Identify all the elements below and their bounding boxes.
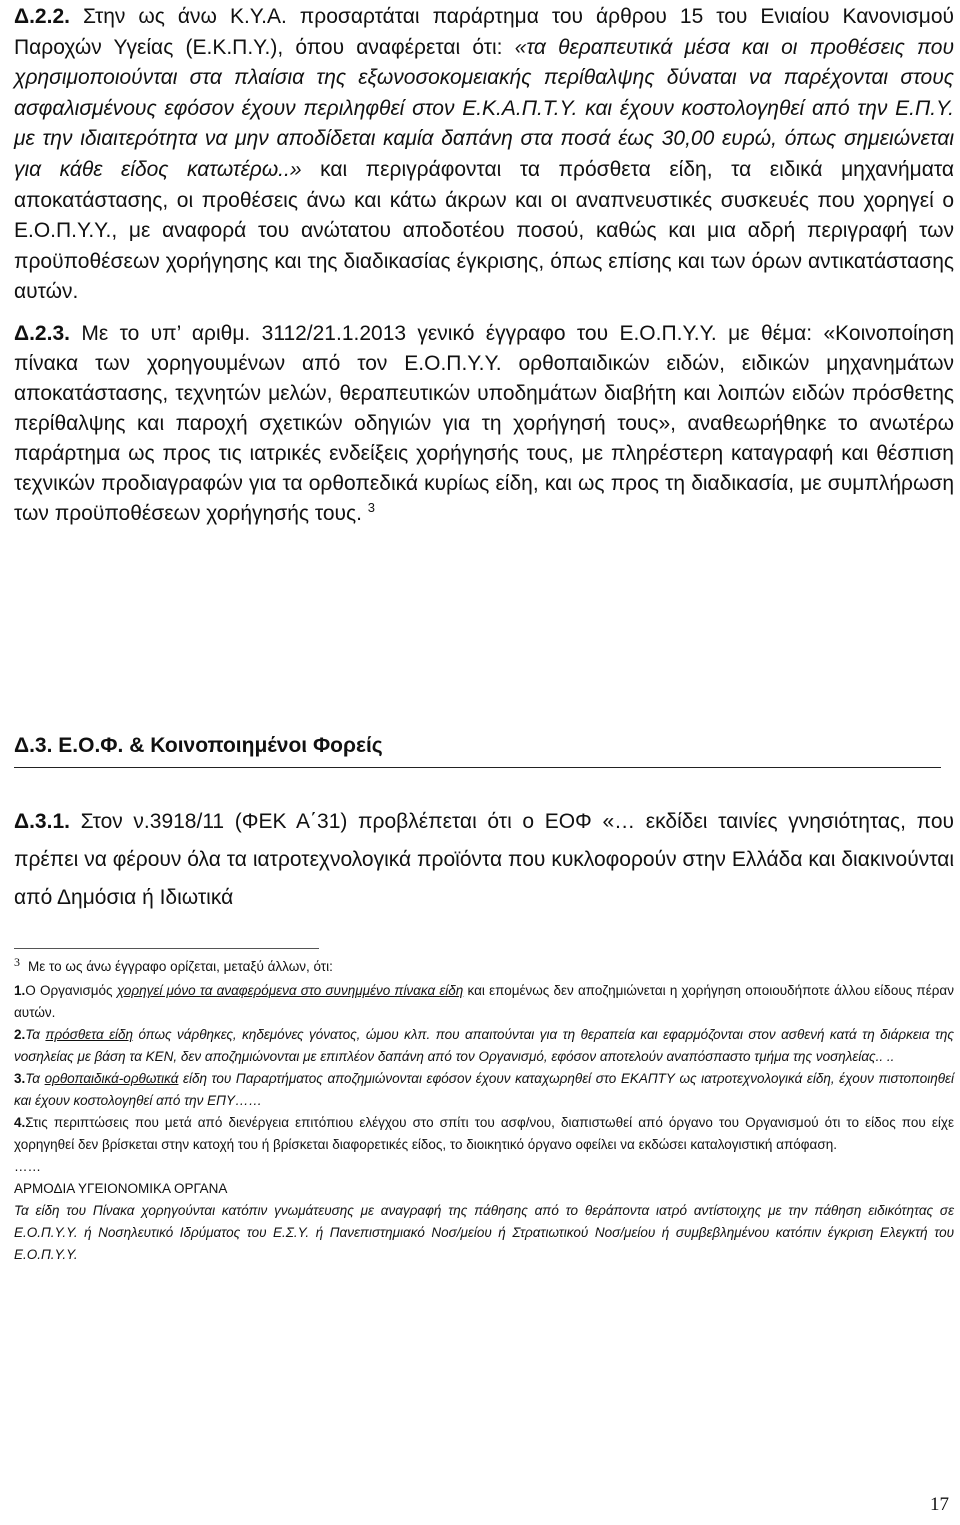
section-number: Δ.2.2.	[14, 5, 70, 28]
authority-title: ΑΡΜΟΔΙΑ ΥΓΕΙΟΝΟΜΙΚΑ ΟΡΓΑΝΑ	[14, 1181, 228, 1196]
section-number: Δ.2.3.	[14, 321, 70, 345]
footnote-item: 1.Ο Οργανισμός χορηγεί μόνο τα αναφερόμενα στο συνημμένο πίνακα είδη και επομένως δεν αποζημιώνεται η χορήγηση οποιουδήποτε άλλου είδους πέραν αυτών.	[14, 983, 954, 1020]
main-text	[14, 2, 954, 529]
footnote-intro: 3 Με το ως άνω έγγραφο ορίζεται, μεταξύ άλλων, ότι:	[14, 954, 333, 974]
paragraph-d23	[14, 319, 954, 529]
footnote-item: 2.Τα πρόσθετα είδη όπως νάρθηκες, κηδεμόνες γόνατος, ώμου κλπ. που απαιτούνται για τη θεραπεία και εφαρμόζονται στον ασθενή κατά τη διάρκεια της νοσηλείας με βάση τα ΚΕΝ, δεν αποζημιώνονται με επιπλέον δαπάνη από τον Οργανισμό, εφόσον αποτελούν αναπόσπαστο τμήμα της νοσηλείας.. ..	[14, 1027, 954, 1064]
authority-text: Τα είδη του Πίνακα χορηγούνται κατόπιν γνωμάτευσης με αναγραφή της πάθησης από το θεράποντα ιατρό αντίστοιχης με την πάθηση ειδικότητας σε Ε.Ο.Π.Υ.Υ. ή Νοσηλευτικό Ιδρύματος του Ε.Σ.Υ. ή Πανεπιστημιακό Νοσ/μείου ή Στρατιωτικού Νοσ/μείου ή συμβεβλημένου κατόπιν έγκριση Ελεγκτή του Ε.Ο.Π.Υ.Υ.	[14, 1203, 954, 1262]
footnote-reference[interactable]: 3	[367, 499, 376, 515]
footnote-item: 3.Τα ορθοπαιδικά-ορθωτικά είδη του Παραρτήματος αποζημιώνονται εφόσον έχουν καταχωρηθεί στο ΕΚΑΠΤΥ ως ιατροτεχνολογικά είδη, έχουν πιστοποιηθεί και έχουν κοστολογηθεί από την ΕΠΥ……	[14, 1071, 954, 1108]
section-number: Δ.3.1.	[14, 810, 70, 833]
footnotes	[14, 956, 954, 1266]
page-number: 17	[930, 1494, 949, 1515]
paragraph-text: Με το υπ’ αριθμ. 3112/21.1.2013 γενικό έγγραφο του Ε.Ο.Π.Υ.Υ. με θέμα: «Κοινοποίηση πίνακα των χορηγουμένων από τον Ε.Ο.Π.Υ.Υ. ορθοπαιδικών ειδών, ειδικών μηχανημάτων αποκατάστασης, τεχνητών μελών, θεραπευτικών υποδημάτων διαβήτη και λοιπών ειδών πρόσθετης περίθαλψης και παροχή σχετικών οδηγιών για τη χορήγησή τους», αναθεωρήθηκε το ανωτέρω παράρτημα ως προς τις ιατρικές ενδείξεις χορήγησής τους, με πληρέστερη καταγραφή και θέσπιση τεχνικών προδιαγραφών για τα ορθοπεδικά κυρίως είδη, και ως προς τη διαδικασία, με συμπλήρωση των προϋποθέσεων χορήγησής τους.	[14, 321, 954, 525]
footnote-number: 3	[14, 954, 20, 969]
paragraph-d31	[14, 803, 954, 917]
footnote-item: 4.Στις περιπτώσεις που μετά από διενέργεια επιτόπιου ελέγχου στο σπίτι του ασφ/νου, διαπιστωθεί από όργανο του Οργανισμού ότι το είδος που είχε χορηγηθεί δεν βρίσκεται στην κατοχή του ή βρίσκεται διαφορετικές είδος, το διοικητικό όργανο οφείλει να εκδώσει καταλογιστική απόφαση.	[14, 1115, 954, 1152]
paragraph-d22	[14, 2, 954, 308]
paragraph-text: Στον ν.3918/11 (ΦΕΚ Α΄31) προβλέπεται ότι ο ΕΟΦ «… εκδίδει ταινίες γνησιότητας, που πρέπει να φέρουν όλα τα ιατροτεχνολογικά προϊόντα που κυκλοφορούν στην Ελλάδα και διακινούνται από Δημόσια ή Ιδιωτικά	[14, 810, 954, 909]
section-heading: Δ.3. Ε.Ο.Φ. & Κοινοποιημένοι Φορείς	[14, 734, 383, 757]
footnote-ellipsis: ……	[14, 1159, 41, 1174]
footnote-separator	[14, 948, 319, 949]
heading-underline	[14, 767, 941, 768]
paragraph-text: και περιγράφονται τα πρόσθετα είδη, τα ειδικά μηχανήματα αποκατάστασης, οι προθέσεις άνω και κάτω άκρων και οι αναπνευστικές συσκευές που χορηγεί ο Ε.Ο.Π.Υ.Υ., με αναφορά του ανώτατου αποδοτέου ποσού, καθώς και μια αδρή περιγραφή των προϋποθέσεων χορήγησης και της διαδικασίας έγκρισης, όπως επίσης και των όρων αντικατάστασης αυτών.	[14, 157, 955, 304]
quoted-text: «τα θεραπευτικά μέσα και οι προθέσεις που χρησιμοποιούνται στα πλαίσια της εξωνοσοκομειακής περίθαλψης δύναται να παρέχονται στους ασφαλισμένους εφόσον έχουν περιληφθεί στον Ε.Κ.Α.Π.Τ.Υ. και έχουν κοστολογηθεί από την Ε.Π.Υ. με την ιδιαιτερότητα να μην αποδίδεται καμία δαπάνη στα ποσά έως 30,00 ευρώ, όπως σημειώνεται για κάθε είδος κατωτέρω..»	[14, 35, 954, 181]
paragraph-text: Στην ως άνω Κ.Υ.Α. προσαρτάται παράρτημα του άρθρου 15 του Ενιαίου Κανονισμού Παροχών Υγείας (Ε.Κ.Π.Υ.), όπου αναφέρεται ότι:	[14, 5, 954, 59]
